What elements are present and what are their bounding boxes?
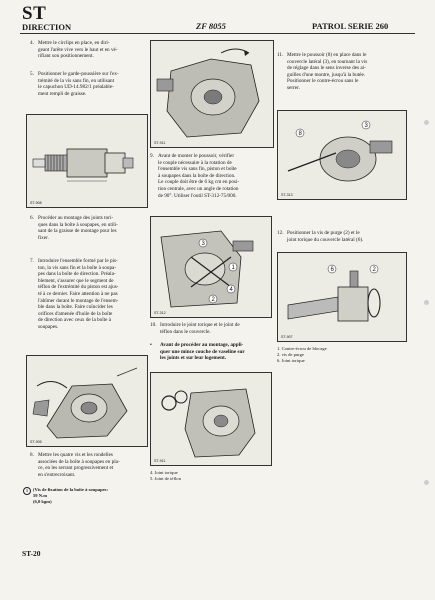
callout-2: 2 <box>211 297 215 303</box>
callout-2: 2 <box>372 267 376 273</box>
binder-hole <box>424 300 429 305</box>
figure-cover-seals <box>150 372 272 466</box>
figure-piston-assembly <box>26 355 148 447</box>
torque-spec: 1 (Vis de fixation de la boîte à soupapes: 59 N.m (6,0 kgm) <box>23 487 148 513</box>
step-9: 9. Avant de monter le poussoir, vérifier le couple nécessaire à la rotation de l'ensemble vis sans fin, piston et boîte à soupapes dans la boîte de direction. Le couple doit être de 6 kg cm en posi- tion centrale, avec un angle de rotation de 90°. Utiliser l'outil ST-312-75/000. <box>150 153 240 199</box>
valve-box-illustration <box>27 115 147 207</box>
figure-label: ST-907 <box>281 335 293 339</box>
steering-box-illustration <box>151 41 273 147</box>
caption-seals: 4. Joint torique 5. Joint de téflon <box>150 470 181 481</box>
plunger-illustration <box>278 111 406 199</box>
callout-6: 6 <box>330 267 334 273</box>
step-12: 12. Positionner la vis de purge (2) et le joint torique du couvercle latéral (6). <box>277 230 364 243</box>
section-code: ST <box>22 3 47 24</box>
caption-parts: 1. Contre-écrou de blocage 2. vis de purge 6. Joint torique <box>277 346 327 363</box>
header-rule <box>20 33 415 34</box>
figure-label: ST-905 <box>30 440 42 444</box>
figure-label: ST-312 <box>154 311 166 315</box>
step-10: 10. Introduire le joint torique et le joint de téflon dans le couvercle. <box>150 322 240 335</box>
figure-label: ST-911 <box>154 459 166 463</box>
binder-hole <box>424 480 429 485</box>
figure-bleed-screw <box>277 252 407 342</box>
callout-1: 1 <box>231 265 235 271</box>
callout-8: 8 <box>298 131 302 137</box>
callout-3: 3 <box>201 241 205 247</box>
figure-steering-box <box>150 40 274 148</box>
page-number: ST-20 <box>22 549 41 558</box>
step-11: 11. Mettre le poussoir (8) en place dans le couvercle latéral (3), en tournant la vis de réglage dans le sens inverse des ai- guilles d'une montre, jusqu'à la butée. Positionner le contre-écrou sans le serrer. <box>277 52 368 91</box>
binder-hole <box>424 120 429 125</box>
step-8: 8. Mettre les quatre vis et les rondelles associées de la boîte à soupapes en pla- ce, en les serrant progressivement et en s'entrecroisant. <box>30 452 120 478</box>
step-7: 7. Introduire l'ensemble formé par le pis- ton, la vis sans fin et la boîte à soupa- pes dans la boîte de direction. Préala- blement, s'assurer que le segment de téflon de l'extrémité du piston est ajus- té à ce dernier. Faire attention à ne pas l'abîmer durant le montage de l'ensem- ble dans la boîte. Faire coïncider les orifices d'amenée d'huile de la boîte de direction avec ceux de la boîte à soupapes. <box>30 258 119 330</box>
bleed-screw-illustration <box>278 253 406 341</box>
figure-label: ST-908 <box>30 201 42 205</box>
figure-label: ST-313 <box>281 193 293 197</box>
torque-icon: 1 <box>23 487 31 495</box>
step-4: 4. Mettre le circlips en place, en diri- geant l'arête vive vers le haut et en vé- rifiant son positionnement. <box>30 40 118 60</box>
step-6: 6. Procéder au montage des joints tori- ques dans la boîte à soupapes, en utili- sant de la graisse de montage pour les fixer. <box>30 215 118 241</box>
callout-3: 3 <box>364 123 368 129</box>
step-5: 5. Positionner le garde-poussière sur l'ex- trémité de la vis sans fin, en utilisant le capuchon UD-14.982/1 préalable- ment rempli de graisse. <box>30 71 119 97</box>
callout-4: 4 <box>229 287 233 293</box>
figure-torque-tool <box>150 216 272 318</box>
figure-label: ST-911 <box>154 141 166 145</box>
vehicle-series: PATROL SERIE 260 <box>312 21 389 31</box>
section-title: DIRECTION <box>22 22 72 32</box>
piston-assembly-illustration <box>27 356 147 446</box>
cover-seals-illustration <box>151 373 271 465</box>
step-10-note: • Avant de procéder au montage, appli- quer une mince couche de vaseline sur les joints et sur leur logement. <box>150 342 245 362</box>
torque-tool-illustration <box>151 217 271 317</box>
figure-plunger <box>277 110 407 200</box>
model-code: ZF 8055 <box>196 21 226 31</box>
figure-valve-box-boot <box>26 114 148 208</box>
